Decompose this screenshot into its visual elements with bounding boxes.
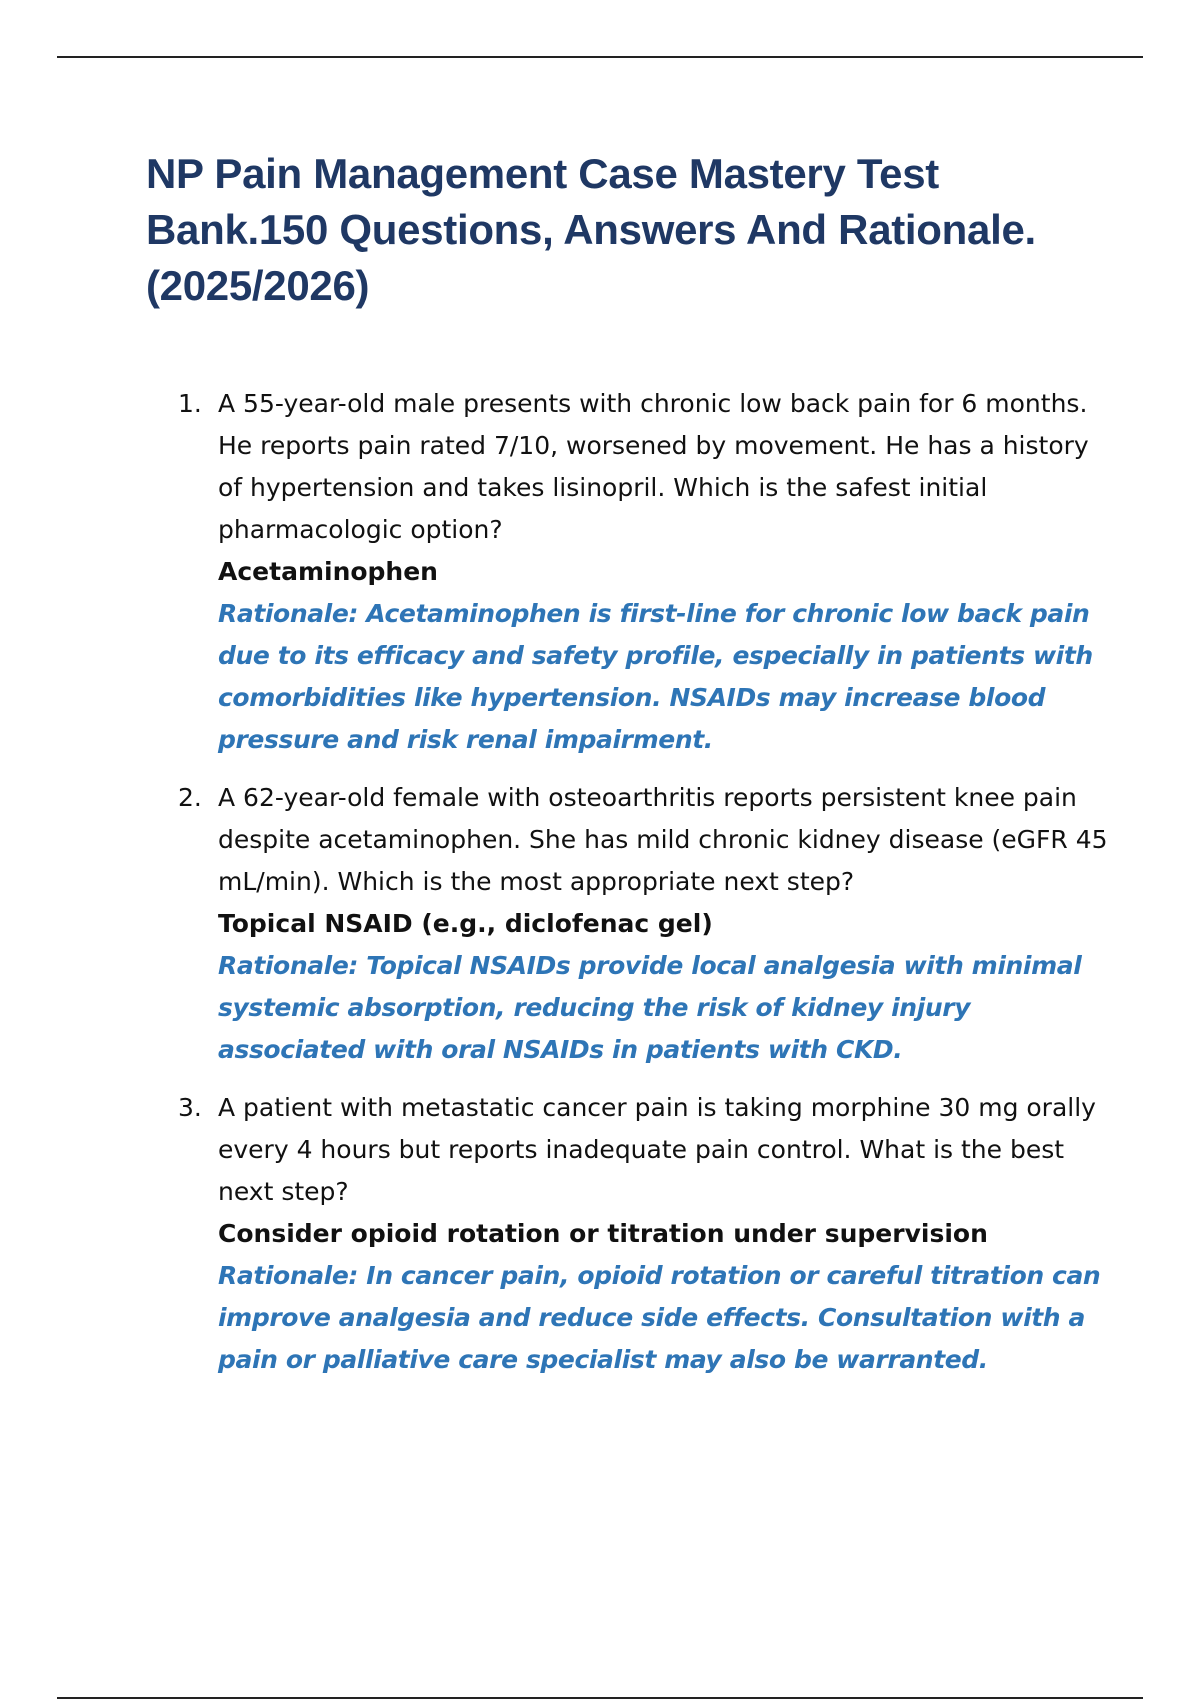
question-number: 2.: [178, 783, 202, 812]
question-item-1: [178, 383, 1108, 761]
question-text: A patient with metastatic cancer pain is taking morphine 30 mg orally every 4 hours but reports inadequate pain control. What is the best next step?: [218, 1093, 1096, 1206]
question-answer: Acetaminophen: [218, 557, 438, 586]
question-number: 3.: [178, 1093, 202, 1122]
footer-rule: [57, 1697, 1143, 1699]
question-rationale: Rationale: In cancer pain, opioid rotation or careful titration can improve analgesia and reduce side effects. Consultation with a pain or palliative care specialist may also be warranted.: [218, 1261, 1101, 1374]
question-number: 1.: [178, 389, 202, 418]
question-list: [178, 383, 1108, 1397]
document-title: NP Pain Management Case Mastery Test Bank.150 Questions, Answers And Rationale. (2025/2026): [146, 150, 1036, 309]
question-answer: Topical NSAID (e.g., diclofenac gel): [218, 909, 713, 938]
header-rule: [57, 56, 1143, 58]
question-rationale: Rationale: Acetaminophen is first-line for chronic low back pain due to its efficacy and safety profile, especially in patients with comorbidities like hypertension. NSAIDs may increase blood pressure and risk renal impairment.: [218, 599, 1093, 754]
question-answer: Consider opioid rotation or titration under supervision: [218, 1219, 988, 1248]
question-rationale: Rationale: Topical NSAIDs provide local analgesia with minimal systemic absorption, reducing the risk of kidney injury associated with oral NSAIDs in patients with CKD.: [218, 951, 1082, 1064]
question-item-2: [178, 777, 1108, 1071]
question-item-3: [178, 1087, 1108, 1381]
question-text: A 62-year-old female with osteoarthritis reports persistent knee pain despite acetaminophen. She has mild chronic kidney disease (eGFR 45 mL/min). Which is the most appropriate next step?: [218, 783, 1108, 896]
question-text: A 55-year-old male presents with chronic low back pain for 6 months. He reports pain rated 7/10, worsened by movement. He has a history of hypertension and takes lisinopril. Which is the safest initial pharmacologic option?: [218, 389, 1089, 544]
